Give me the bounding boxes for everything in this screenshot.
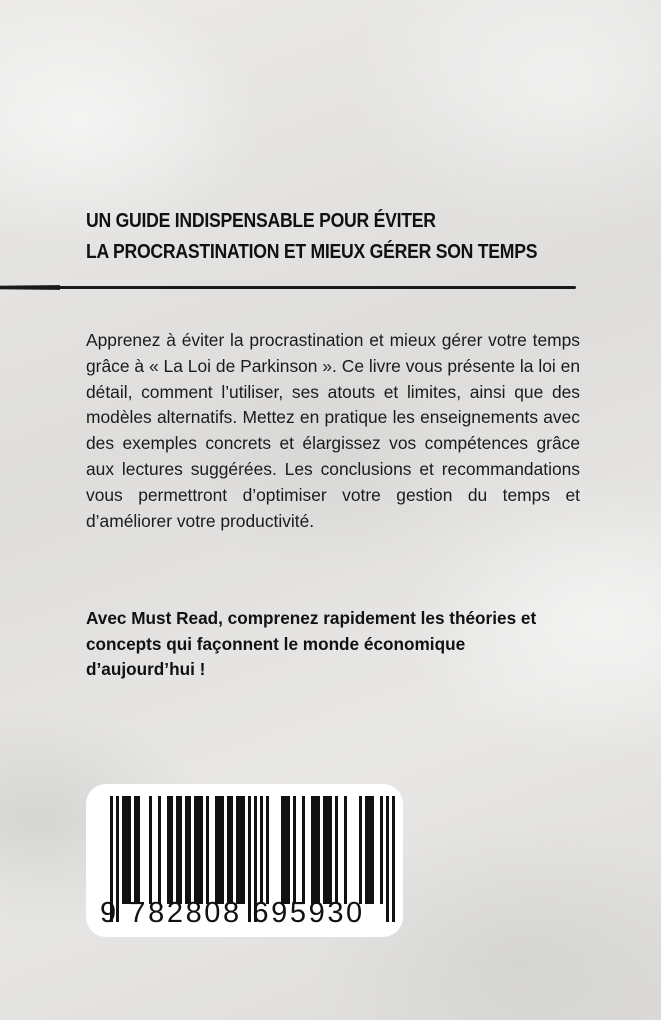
barcode-bar — [326, 796, 329, 904]
barcode-bar — [335, 796, 338, 904]
barcode-bar — [215, 796, 218, 904]
barcode-bar — [371, 796, 374, 904]
barcode-bar — [128, 796, 131, 904]
barcode-bar — [137, 796, 140, 904]
barcode-bar — [314, 796, 317, 904]
barcode-bar — [125, 796, 128, 904]
barcode-bar — [170, 796, 173, 904]
barcode-bar — [122, 796, 125, 904]
series-tagline: Avec Must Read, comprenez rapidement les théories et concepts qui façonnent le monde économique d’aujourd’hui ! — [86, 608, 537, 679]
barcode-bar — [158, 796, 161, 904]
barcode-bar — [200, 796, 203, 904]
barcode-bar — [368, 796, 371, 904]
barcode-bar — [242, 796, 245, 904]
book-description: Apprenez à éviter la procrastination et mieux gérer votre temps grâce à « La Loi de Parkinson ». Ce livre vous présente la loi en détail, comment l’utiliser, ses atouts et limites, ainsi que des modèles alternatifs. Mettez en pratique les enseignements avec des exemples concrets et élargissez vos compétences grâce aux lectures suggérées. Les conclusions et recommandations vous permettront d’optimiser votre gestion du temps et d’améliorer votre productivité. — [86, 330, 580, 531]
isbn-barcode — [86, 784, 403, 937]
barcode-bar — [266, 796, 269, 904]
barcode-bar — [149, 796, 152, 904]
barcode-bar — [134, 796, 137, 904]
barcode-bar — [176, 796, 179, 904]
barcode-bar — [230, 796, 233, 904]
barcode-bar — [218, 796, 221, 904]
barcode-bar — [281, 796, 284, 904]
barcode-bar — [344, 796, 347, 904]
barcode-bar — [236, 796, 239, 904]
barcode-bar — [293, 796, 296, 904]
barcode-bar — [221, 796, 224, 904]
barcode-bar — [284, 796, 287, 904]
barcode-bar — [302, 796, 305, 904]
barcode-bar — [359, 796, 362, 904]
barcode-bar — [179, 796, 182, 904]
barcode-bar — [167, 796, 170, 904]
barcode-bar — [329, 796, 332, 904]
headline-line-2: LA PROCRASTINATION ET MIEUX GÉRER SON TEMPS — [86, 240, 538, 263]
barcode-bar — [227, 796, 230, 904]
barcode-bar — [239, 796, 242, 904]
barcode-bar — [185, 796, 188, 904]
barcode-bar — [197, 796, 200, 904]
barcode-bar — [260, 796, 263, 904]
barcode-bar — [323, 796, 326, 904]
barcode-bar — [311, 796, 314, 904]
cover-headline — [86, 205, 538, 267]
divider-rule — [0, 286, 576, 289]
barcode-bar — [287, 796, 290, 904]
headline-line-1: UN GUIDE INDISPENSABLE POUR ÉVITER — [86, 209, 436, 232]
barcode-bar — [206, 796, 209, 904]
barcode-bar — [188, 796, 191, 904]
barcode-bar — [380, 796, 383, 904]
barcode-bar — [365, 796, 368, 904]
isbn-digits: 9 782808 695930 — [100, 897, 365, 929]
barcode-bar — [317, 796, 320, 904]
barcode-bar — [194, 796, 197, 904]
